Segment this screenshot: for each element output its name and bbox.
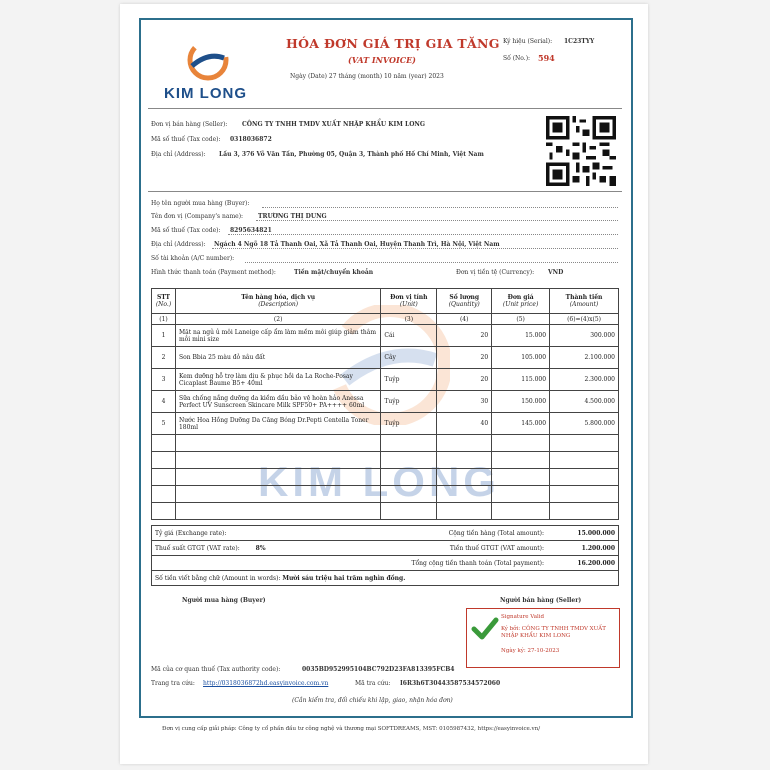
header-quantity: Số lượng (Quantity) [437, 289, 492, 314]
table-row: 3 Kem dưỡng hỗ trợ làm dịu & phục hồi da La Roche-Posay Cicaplast Baume B5+ 40ml Tuýp 20 115.000 2.300.000 [152, 369, 619, 391]
serial-value: 1C23TYY [564, 38, 595, 45]
buyer-tax: 8295634821 [230, 227, 272, 234]
seller-name: CÔNG TY TNHH TMDV XUẤT NHẬP KHẨU KIM LONG [242, 121, 426, 128]
seller-signature-label: Người bán hàng (Seller) [500, 597, 582, 604]
buyer-signature-label: Người mua hàng (Buyer) [182, 597, 266, 604]
total-amount: 15.000.000 [547, 526, 619, 541]
empty-row [152, 486, 619, 503]
seller-tax-label: Mã số thuế (Tax code): [151, 136, 221, 143]
seller-address: Lầu 3, 376 Võ Văn Tần, Phường 05, Quận 3, Thành phố Hồ Chí Minh, Việt Nam [219, 151, 484, 158]
header-unit: Đơn vị tính (Unit) [381, 289, 437, 314]
lookup-code: I6R3h6T30443587534572060 [400, 680, 501, 687]
stamp-valid: Signature Valid [501, 614, 545, 620]
seller-name-label: Đơn vị bán hàng (Seller): [151, 121, 228, 128]
empty-row [152, 452, 619, 469]
invoice-no-label: Số (No.): [503, 55, 531, 62]
qr-code-icon [546, 116, 616, 186]
empty-row [152, 503, 619, 520]
buyer-account-label: Số tài khoản (A/C number): [151, 255, 235, 262]
logo-text: KIM LONG [164, 85, 247, 102]
vat-rate-label: Thuế suất GTGT (VAT rate): [155, 544, 240, 552]
stamp-signer: Ký bởi: CÔNG TY TNHH TMDV XUẤT NHẬP KHẨU KIM LONG [501, 626, 606, 640]
total-amount-label: Cộng tiền hàng (Total amount): [338, 526, 547, 541]
empty-row [152, 435, 619, 452]
header-amount: Thành tiền (Amount) [550, 289, 619, 314]
digital-signature-stamp [466, 608, 620, 668]
items-table [151, 288, 619, 520]
provider-footer: Đơn vị cung cấp giải pháp: Công ty cổ phần đầu tư công nghệ và thương mại SOFTDREAMS, MST: 0105987432, https://easyinvoice.vn/ [162, 726, 541, 732]
amount-words: Mười sáu triệu hai trăm nghìn đồng. [282, 574, 406, 582]
totals-table [151, 525, 619, 586]
header-no: STT (No.) [152, 289, 176, 314]
vat-amount: 1.200.000 [547, 541, 619, 556]
currency: VND [548, 269, 564, 276]
buyer-company: TRƯƠNG THỊ DUNG [258, 213, 327, 220]
table-header-row [152, 289, 619, 314]
invoice-no-value: 594 [538, 53, 555, 63]
check-icon [471, 617, 499, 641]
header-description: Tên hàng hóa, dịch vụ (Description) [175, 289, 380, 314]
table-row: 4 Sữa chống nắng dưỡng da kiềm dầu bảo vệ hoàn hảo Anessa Perfect UV Sunscreen Skincare Milk SPF50+ PA++++ 60ml Tuýp 30 150.000 4.500.000 [152, 391, 619, 413]
invoice-title: HÓA ĐƠN GIÁ TRỊ GIA TĂNG [286, 36, 500, 51]
verification-note: (Cần kiểm tra, đối chiếu khi lập, giao, nhận hóa đơn) [292, 697, 453, 704]
table-row: 2 Son Bbia 25 màu đỏ nâu đất Cây 20 105.000 2.100.000 [152, 347, 619, 369]
header-unit-price: Đơn giá (Unit price) [492, 289, 550, 314]
serial-label: Ký hiệu (Serial): [503, 38, 553, 45]
table-row: 5 Nước Hoa Hồng Dưỡng Da Căng Bóng Dr.Pepti Centella Toner 180ml Tuýp 40 145.000 5.800.000 [152, 413, 619, 435]
table-row: 1 Mặt nạ ngủ ủ môi Laneige cấp ẩm làm mềm môi giúp giảm thâm môi mini size Cái 20 15.000 300.000 [152, 325, 619, 347]
buyer-tax-label: Mã số thuế (Tax code): [151, 227, 221, 234]
invoice-subtitle: (VAT INVOICE) [348, 55, 416, 65]
watermark-text: KIM LONG [258, 458, 500, 505]
vat-rate: 8% [255, 544, 266, 552]
payment-total-label: Tổng cộng tiền thanh toán (Total payment): [338, 556, 547, 571]
payment-method: Tiền mặt/chuyển khoản [294, 269, 374, 276]
buyer-address-label: Địa chỉ (Address): [151, 241, 206, 248]
column-number-row: (1) (2) (3) (4) (5) (6)=(4)x(5) [152, 314, 619, 325]
lookup-url-link[interactable]: http://0318036872hd.easyinvoice.com.vn [203, 680, 329, 687]
invoice-date: Ngày (Date) 27 tháng (month) 10 năm (year) 2023 [290, 73, 444, 80]
lookup-code-label: Mã tra cứu: [355, 680, 391, 687]
seller-address-label: Địa chỉ (Address): [151, 151, 206, 158]
buyer-company-label: Tên đơn vị (Company's name): [151, 213, 244, 220]
empty-row [152, 469, 619, 486]
vat-amount-label: Tiền thuế GTGT (VAT amount): [338, 541, 547, 556]
currency-label: Đơn vị tiền tệ (Currency): [456, 269, 535, 276]
lookup-page-label: Trang tra cứu: [151, 680, 195, 687]
payment-total: 16.200.000 [547, 556, 619, 571]
payment-method-label: Hình thức thanh toán (Payment method): [151, 269, 276, 276]
kim-long-logo-icon [186, 38, 230, 82]
stamp-date: Ngày ký: 27-10-2023 [501, 648, 560, 654]
buyer-address: Ngách 4 Ngõ 18 Tả Thanh Oai, Xã Tả Thanh Oai, Huyện Thanh Trì, Hà Nội, Việt Nam [214, 241, 500, 248]
authority-code-label: Mã của cơ quan thuế (Tax authority code): [151, 666, 281, 673]
authority-code: 0035BD952995104BC792D23FA813395FCB4 [302, 666, 455, 673]
buyer-label: Họ tên người mua hàng (Buyer): [151, 200, 250, 207]
amount-words-label: Số tiền viết bằng chữ (Amount in words): [155, 574, 281, 582]
seller-tax: 0318036872 [230, 136, 272, 143]
exchange-rate-label: Tỷ giá (Exchange rate): [152, 526, 339, 541]
